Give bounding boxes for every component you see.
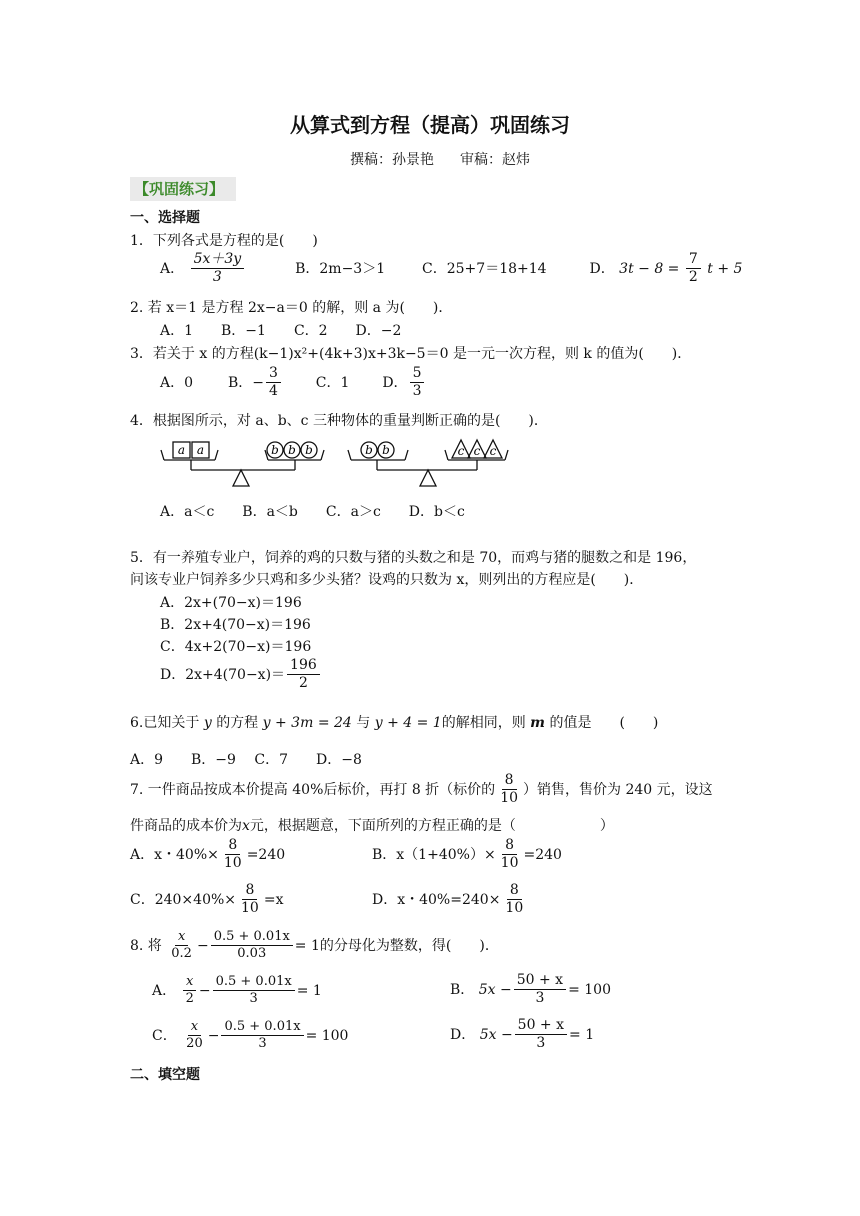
q8-a-den1: 2 bbox=[185, 991, 194, 1007]
q5-d-left: D．2x+4(70−x)＝ bbox=[160, 666, 286, 683]
q4-options: A．a＜c B．a＜b C．a＞c D．b＜c bbox=[160, 504, 465, 520]
q1-d-left: 3t − 8 = bbox=[619, 260, 680, 277]
q1-option-c: C．25+7＝18+14 bbox=[422, 260, 547, 277]
q7-stem2-pre: 件商品的成本价为 bbox=[130, 818, 242, 834]
q6-var-y: y bbox=[203, 715, 212, 731]
q8-c-label: C． bbox=[152, 1027, 177, 1044]
scale1-left-item: a bbox=[196, 443, 205, 457]
scale1-right-item: b bbox=[288, 443, 296, 457]
q6-eq2: y + 4 = 1 bbox=[374, 715, 442, 731]
scale1-right-item: b bbox=[305, 443, 313, 457]
q1-options bbox=[160, 252, 742, 286]
q8-b-label: B． bbox=[450, 981, 475, 998]
reviewer: 审稿：赵炜 bbox=[460, 152, 530, 168]
q8-d-num: 50 + x bbox=[515, 1018, 567, 1035]
scale2-left-item: b bbox=[382, 443, 390, 457]
q6-options: A．9 B．−9 C．7 D．−8 bbox=[130, 752, 362, 768]
q8-b-frac bbox=[514, 973, 566, 1007]
scale1-left-item: a bbox=[177, 443, 186, 457]
q5-d-den: 2 bbox=[298, 675, 308, 692]
q8-a-frac2 bbox=[213, 975, 295, 1007]
q5-option-b: B．2x+4(70−x)＝196 bbox=[160, 617, 311, 633]
q3-d-num: 5 bbox=[410, 366, 425, 383]
q6-var-m: m bbox=[530, 715, 545, 731]
q7-d-den: 10 bbox=[505, 900, 524, 917]
q3-option-d-label: D． bbox=[382, 374, 408, 391]
q6-mid3: 的解相同，则 bbox=[441, 715, 526, 731]
q3-options bbox=[160, 366, 426, 400]
q7-option-b bbox=[372, 838, 562, 872]
q7-frac-den: 10 bbox=[500, 790, 519, 807]
q3-option-b-label: B． bbox=[227, 374, 253, 391]
balance-scale-1 bbox=[161, 442, 324, 486]
q6-eq1: y + 3m = 24 bbox=[262, 715, 352, 731]
q7-c-num: 8 bbox=[242, 883, 257, 900]
q7-b-post: =240 bbox=[523, 846, 562, 863]
q8-d-label: D． bbox=[450, 1026, 476, 1043]
q3-d-den: 3 bbox=[412, 383, 422, 400]
q3-option-b-fraction bbox=[266, 366, 281, 400]
q7-frac-num: 8 bbox=[502, 773, 517, 790]
q8-s-eq: = 1 bbox=[294, 937, 320, 954]
q8-c-num1: x bbox=[188, 1020, 201, 1036]
q8-a-den2: 3 bbox=[249, 991, 258, 1007]
q3-b-num: 3 bbox=[266, 366, 281, 383]
q7-stem-line2 bbox=[130, 818, 614, 835]
q8-stem-pre: 8. 将 bbox=[130, 937, 162, 954]
q7-a-pre: A．x・40%× bbox=[130, 846, 219, 863]
q1-option-d-fraction bbox=[686, 252, 701, 286]
q8-a-frac1 bbox=[183, 975, 197, 1007]
q8-s-num1: x bbox=[175, 930, 188, 946]
q8-stem bbox=[130, 930, 499, 962]
q3-option-d-fraction bbox=[410, 366, 425, 400]
section-tag: 【巩固练习】 bbox=[130, 177, 236, 201]
q7-fraction bbox=[497, 773, 521, 807]
q7-stem2-post: 元，根据题意，下面所列的方程正确的是（ ） bbox=[249, 818, 614, 834]
q3-stem: 3．若关于 x 的方程(k−1)x²+(4k+3)x+3k−5＝0 是一元一次方程，则 k 的值为( )． bbox=[130, 346, 692, 362]
q5-d-fraction bbox=[287, 658, 320, 692]
q1-d-den: 2 bbox=[688, 269, 698, 286]
q1-option-b: B．2m−3＞1 bbox=[295, 260, 386, 277]
q6-stem bbox=[130, 715, 658, 732]
q8-c-num2: 0.5 + 0.01x bbox=[221, 1020, 303, 1036]
q7-option-d bbox=[372, 883, 528, 917]
scale1-right-item: b bbox=[271, 443, 279, 457]
q7-b-num: 8 bbox=[502, 838, 517, 855]
q7-c-post: =x bbox=[263, 891, 284, 908]
q8-stem-frac2 bbox=[211, 930, 293, 962]
q5-d-num: 196 bbox=[287, 658, 320, 675]
q5-option-a: A．2x+(70−x)＝196 bbox=[160, 595, 302, 611]
q8-b-eq: = 100 bbox=[568, 981, 611, 998]
q7-a-num: 8 bbox=[225, 838, 240, 855]
part2-heading: 二、填空题 bbox=[130, 1067, 200, 1083]
q3-option-c: C．1 bbox=[315, 374, 350, 391]
q8-a-num1: x bbox=[183, 975, 196, 991]
q7-c-den: 10 bbox=[241, 900, 259, 917]
q8-d-den: 3 bbox=[536, 1035, 546, 1052]
q8-b-den: 3 bbox=[535, 990, 545, 1007]
q6-mid2: 与 bbox=[356, 715, 371, 731]
q7-c-pre: C．240×40%× bbox=[130, 891, 237, 908]
q7-b-pre: B．x（1+40%）× bbox=[372, 846, 496, 863]
q1-option-d-label: D． bbox=[589, 260, 615, 277]
q7-option-c bbox=[130, 883, 283, 917]
q7-a-post: =240 bbox=[246, 846, 286, 863]
q8-c-den1: 20 bbox=[186, 1036, 203, 1052]
q8-c-frac2 bbox=[221, 1020, 303, 1052]
q8-option-d bbox=[450, 1018, 594, 1052]
authors-line bbox=[350, 152, 530, 169]
q8-s-den1: 0.2 bbox=[171, 946, 192, 962]
page-title: 从算式到方程（提高）巩固练习 bbox=[290, 113, 570, 137]
q8-c-eq: = 100 bbox=[305, 1027, 349, 1044]
q8-option-a: A． $\frac{x}{2}$ − $\frac{0.5 + 0.01x}{3}$ = 1 bbox=[152, 974, 322, 1007]
q2-stem: 2. 若 x＝1 是方程 2x−a＝0 的解，则 a 为( )． bbox=[130, 300, 453, 316]
q8-option-c: C． $\frac{x}{20}$ − $\frac{0.5 + 0.01x}{3}$ = 100 bbox=[152, 1019, 349, 1052]
q7-a-den: 10 bbox=[223, 855, 242, 872]
q7-b-fraction bbox=[498, 838, 522, 872]
q5-stem-line2: 问该专业户饲养多少只鸡和多少头猪？设鸡的只数为 x，则列出的方程应是( )． bbox=[130, 572, 644, 588]
q8-stem-post: 的分母化为整数，得( )． bbox=[319, 937, 499, 954]
q8-d-frac bbox=[515, 1018, 567, 1052]
q8-a-num2: 0.5 + 0.01x bbox=[213, 975, 295, 991]
q1-a-den: 3 bbox=[212, 269, 222, 286]
q3-option-a: A．0 bbox=[160, 374, 194, 391]
q6-suffix: 的值是 ( ) bbox=[549, 715, 659, 731]
q1-a-num: 5x＋3y bbox=[191, 252, 245, 269]
q8-a-eq: = 1 bbox=[296, 982, 322, 999]
part1-heading: 一、选择题 bbox=[130, 210, 200, 226]
q7-option-a bbox=[130, 838, 285, 872]
q7-d-num: 8 bbox=[507, 883, 522, 900]
q5-option-c: C．4x+2(70−x)＝196 bbox=[160, 639, 312, 655]
q6-mid1: 的方程 bbox=[216, 715, 259, 731]
q8-c-den2: 3 bbox=[258, 1036, 267, 1052]
q8-a-label: A． bbox=[152, 982, 177, 999]
q8-c-frac1 bbox=[183, 1020, 206, 1052]
scale2-right-item: c bbox=[473, 444, 481, 458]
q7-d-fraction bbox=[502, 883, 526, 917]
q8-s-den2: 0.03 bbox=[237, 946, 267, 962]
q8-b-left: 5x − bbox=[478, 981, 512, 998]
q2-options: A．1 B．−1 C．2 D．−2 bbox=[160, 323, 402, 339]
q7-var-x: x bbox=[242, 818, 250, 834]
q6-prefix: 6.已知关于 bbox=[130, 715, 200, 731]
q5-option-d bbox=[160, 658, 322, 692]
q1-stem: 1．下列各式是方程的是( ) bbox=[130, 233, 318, 249]
writer: 撰稿：孙景艳 bbox=[350, 152, 434, 168]
scale2-right-item: c bbox=[489, 444, 497, 458]
q8-s-minus: − bbox=[196, 937, 209, 954]
q1-d-num: 7 bbox=[686, 252, 701, 269]
q1-option-a-fraction bbox=[191, 252, 245, 286]
q7-stem1-post: ）销售，售价为 240 元，设这 bbox=[523, 781, 713, 798]
q8-option-b bbox=[450, 973, 611, 1007]
q8-d-eq: = 1 bbox=[569, 1026, 595, 1043]
q7-a-fraction bbox=[221, 838, 245, 872]
q3-b-den: 4 bbox=[268, 383, 278, 400]
q8-b-num: 50 + x bbox=[514, 973, 566, 990]
q7-c-fraction bbox=[238, 883, 262, 917]
q8-s-num2: 0.5 + 0.01x bbox=[211, 930, 293, 946]
q3-b-sign: − bbox=[252, 374, 264, 391]
q7-stem-line1 bbox=[130, 773, 713, 807]
q1-d-right: t + 5 bbox=[707, 260, 743, 277]
q7-stem1-pre: 7. 一件商品按成本价提高 40%后标价，再打 8 折（标价的 bbox=[130, 781, 496, 798]
q4-stem: 4．根据图所示，对 a、b、c 三种物体的重量判断正确的是( )． bbox=[130, 413, 548, 429]
q8-stem-frac1 bbox=[168, 930, 195, 962]
scale2-left-item: b bbox=[365, 443, 373, 457]
q5-stem-line1: 5．有一养殖专业户，饲养的鸡的只数与猪的头数之和是 70，而鸡与猪的腿数之和是 196， bbox=[130, 550, 697, 566]
scale2-right-item: c bbox=[457, 444, 465, 458]
balance-scales-figure bbox=[155, 436, 515, 492]
q8-d-left: 5x − bbox=[479, 1026, 513, 1043]
q1-option-a-label: A． bbox=[160, 260, 185, 277]
q7-b-den: 10 bbox=[500, 855, 519, 872]
q7-d-pre: D．x・40%=240× bbox=[372, 891, 501, 908]
